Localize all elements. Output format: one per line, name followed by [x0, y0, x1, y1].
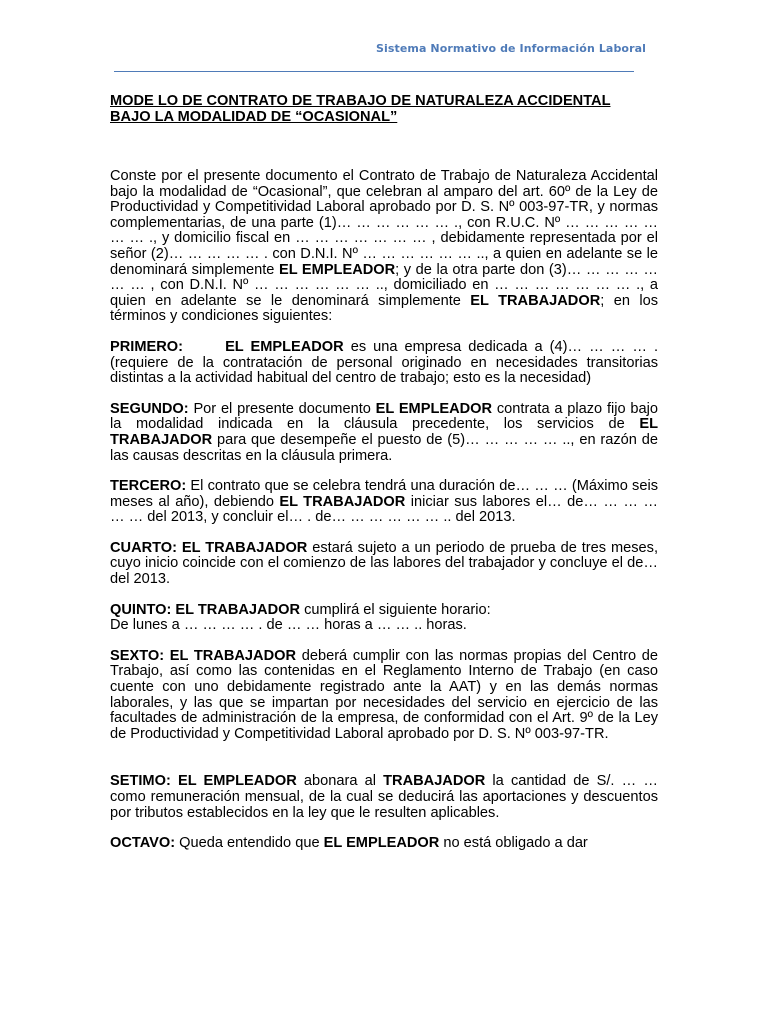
clause-quinto-schedule: De lunes a … … … … . de … … horas a … … .. horas.	[110, 617, 467, 634]
intro-bold-empleador: EL EMPLEADOR	[278, 261, 396, 278]
title-line-2: BAJO LA MODALIDAD DE “OCASIONAL”	[110, 109, 398, 125]
clause-octavo-text-2: no está obligado a dar	[439, 835, 588, 852]
clause-setimo	[110, 774, 658, 821]
clause-sexto-bold: EL TRABAJADOR	[169, 647, 297, 664]
clause-primero-text: es una empresa dedicada a (4)… … … … .(requiere de la contratación de personal originado en necesidades transitorias distintas a la actividad habitual del centro de trabajo; esto es la necesidad)	[110, 338, 658, 387]
header-title: Sistema Normativo de Información Laboral	[375, 42, 646, 55]
intro-text-3: ; en los términos y condiciones siguientes:	[110, 292, 658, 325]
clause-segundo-bold-1: EL EMPLEADOR	[375, 400, 493, 417]
clause-cuarto-label: CUARTO:	[110, 539, 178, 556]
clause-primero-bold: EL EMPLEADOR	[225, 338, 344, 355]
clause-sexto-text: deberá cumplir con las normas propias del Centro de Trabajo, así como las contenidas en el Reglamento Interno de Trabajo (en caso cuente con uno debidamente registrado ante la AAT) y en las demás normas laborales, y las que se impartan por necesidades del servicio en ejercicio de las facultades de administración de la empresa, de conformidad con el Art. 9º de la Ley de Productividad y Competitividad Laboral aprobado por D. S. Nº 003-97-TR.	[110, 647, 658, 742]
clause-quinto-label: QUINTO:	[110, 601, 172, 618]
clause-cuarto	[110, 541, 658, 588]
clause-quinto-bold: EL TRABAJADOR	[175, 601, 301, 618]
intro-text-2: ; y de la otra parte don (3)… … … … … … … , con D.N.I. Nº … … … … … … .., domiciliado en … … … … … … … ., a quien en adelante se le denominará simplemente	[110, 261, 659, 309]
document-title	[110, 93, 658, 125]
clause-octavo-label: OCTAVO:	[110, 835, 176, 852]
clause-sexto-label: SEXTO:	[110, 647, 165, 664]
clause-setimo-text-2: la cantidad de S/. … … como remuneración mensual, de la cual se deducirá las aportaciones y descuentos por tributos establecidos en la ley que le resulten aplicables.	[110, 773, 658, 821]
clause-tercero-text-1: El contrato que se celebra tendrá una duración de… … … (Máximo seis meses al año), debiendo	[110, 478, 658, 510]
clause-tercero	[110, 479, 658, 526]
clause-cuarto-bold: EL TRABAJADOR	[181, 539, 308, 556]
clause-cuarto-text: estará sujeto a un periodo de prueba de tres meses, cuyo inicio coincide con el comienzo de las labores del trabajador y concluye el de… del 2013.	[110, 539, 658, 588]
clause-setimo-text-1: abonara al	[296, 773, 384, 790]
title-line-1: MODE LO DE CONTRATO DE TRABAJO DE NATURALEZA ACCIDENTAL	[110, 93, 611, 109]
clause-segundo-text-3: para que desempeñe el puesto de (5)… … … … … .., en razón de las causas descritas en la cláusula primera.	[110, 431, 658, 464]
clause-tercero-bold: EL TRABAJADOR	[279, 493, 406, 510]
clause-quinto	[110, 603, 658, 634]
clause-octavo-text-1: Queda entendido que	[175, 835, 324, 852]
clause-tercero-text-2: iniciar sus labores el… de… … … … … … del 2013, y concluir el… . de… … … … … … .. del 2013.	[110, 493, 658, 526]
clause-sexto	[110, 649, 658, 743]
clause-setimo-bold-1: EL EMPLEADOR	[177, 773, 297, 790]
clause-octavo-bold: EL EMPLEADOR	[323, 835, 440, 852]
clause-octavo	[110, 836, 658, 852]
header-divider	[114, 71, 634, 72]
clause-tercero-label: TERCERO:	[110, 478, 187, 495]
intro-bold-trabajador: EL TRABAJADOR	[470, 292, 601, 309]
clause-quinto-text: cumplirá el siguiente horario:	[300, 601, 491, 618]
intro-paragraph	[110, 169, 658, 325]
clause-segundo-text-1: Por el presente documento	[188, 400, 376, 417]
clause-setimo-bold-2: TRABAJADOR	[383, 773, 486, 790]
clause-primero-label: PRIMERO:	[110, 338, 183, 355]
clause-setimo-label: SETIMO:	[110, 773, 171, 790]
clause-segundo-bold-2: EL TRABAJADOR	[110, 416, 658, 448]
intro-text-1: Conste por el presente documento el Contrato de Trabajo de Naturaleza Accidental bajo la modalidad de “Ocasional”, que celebran al amparo del art. 60º de la Ley de Productividad y Competitividad Laboral aprobado por D. S. Nº 003-97-TR, y normas complementarias, de una parte (1)… … … … … … ., con R.U.C. Nº … … … … … … … ., y domicilio fiscal en … … … … … … … , debidamente representada por el señor (2)… … … … … . con D.N.I. Nº … … … … … … .., a quien en adelante se le denominará simplemente	[110, 168, 658, 278]
document-body	[110, 93, 658, 852]
clause-primero	[110, 340, 658, 387]
clause-segundo-label: SEGUNDO:	[110, 400, 189, 417]
clause-segundo	[110, 402, 658, 464]
clause-segundo-text-2: contrata a plazo fijo bajo la modalidad indicada en la cláusula precedente, los servicios de	[110, 400, 658, 433]
